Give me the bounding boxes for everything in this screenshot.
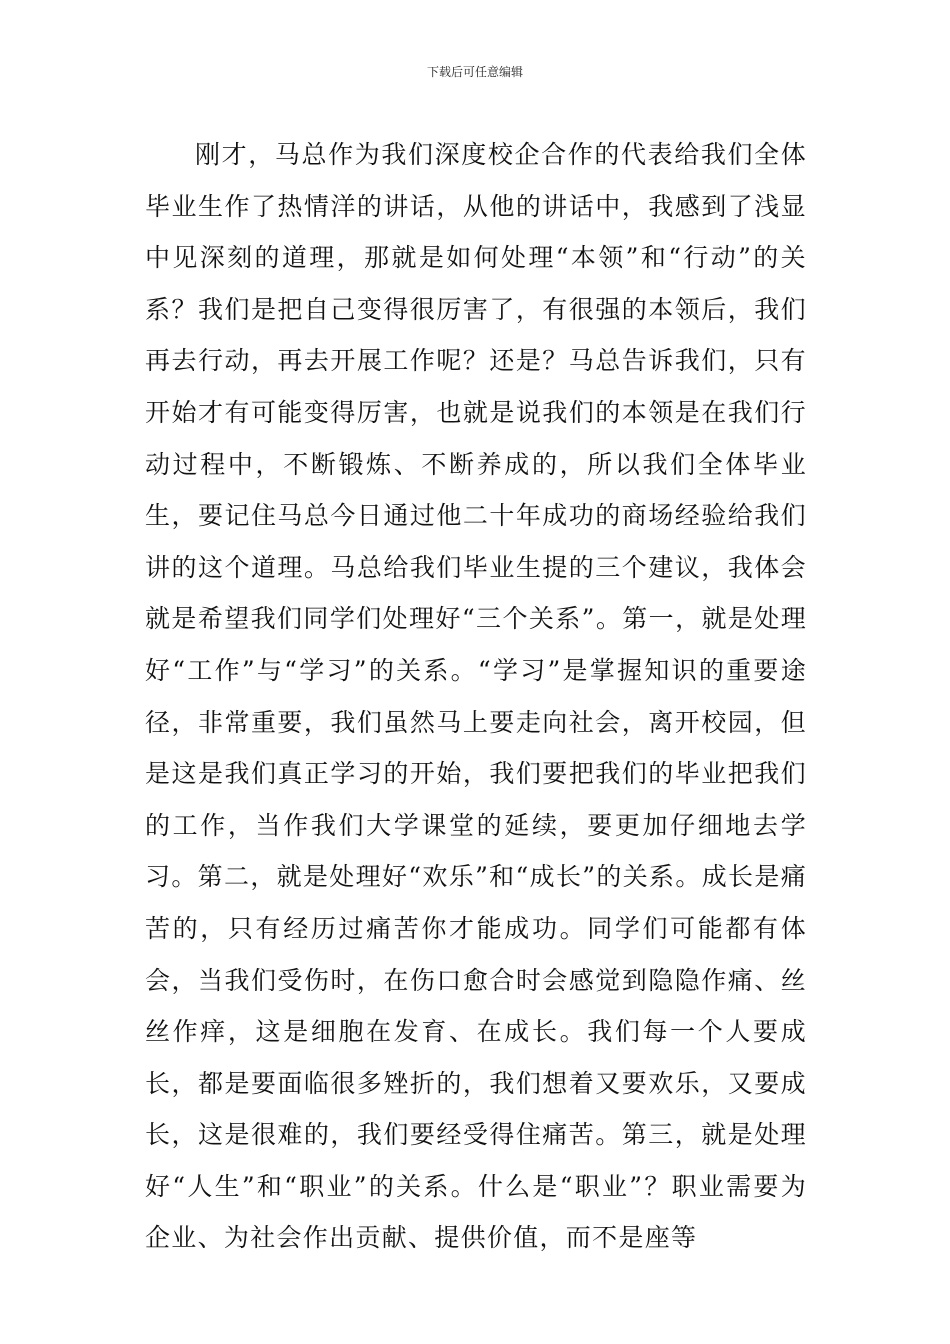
body-paragraph: 刚才，马总作为我们深度校企合作的代表给我们全体毕业生作了热情洋的讲话，从他的讲话中，我感到了浅显中见深刻的道理，那就是如何处理“本领”和“行动”的关系？我们是把自己变得很厉害了，有很强的本领后，我们再去行动，再去开展工作呢？还是？马总告诉我们，只有开始才有可能变得厉害，也就是说我们的本领是在我们行动过程中，不断锻炼、不断养成的，所以我们全体毕业生，要记住马总今日通过他二十年成功的商场经验给我们讲的这个道理。马总给我们毕业生提的三个建议，我体会就是希望我们同学们处理好“三个关系”。第一，就是处理好“工作”与“学习”的关系。“学习”是掌握知识的重要途径，非常重要，我们虽然马上要走向社会，离开校园，但是这是我们真正学习的开始，我们要把我们的毕业把我们的工作，当作我们大学课堂的延续，要更加仔细地去学习。第二，就是处理好“欢乐”和“成长”的关系。成长是痛苦的，只有经历过痛苦你才能成功。同学们可能都有体会，当我们受伤时，在伤口愈合时会感觉到隐隐作痛、丝丝作痒，这是细胞在发育、在成长。我们每一个人要成长，都是要面临很多矬折的，我们想着又要欢乐，又要成长，这是很难的，我们要经受得住痛苦。第三，就是处理好“人生”和“职业”的关系。什么是“职业”？职业需要为企业、为社会作出贡献、提供价值，而不是座等 — [145, 140, 807, 1253]
header-note: 下载后可任意编辑 — [426, 65, 523, 79]
